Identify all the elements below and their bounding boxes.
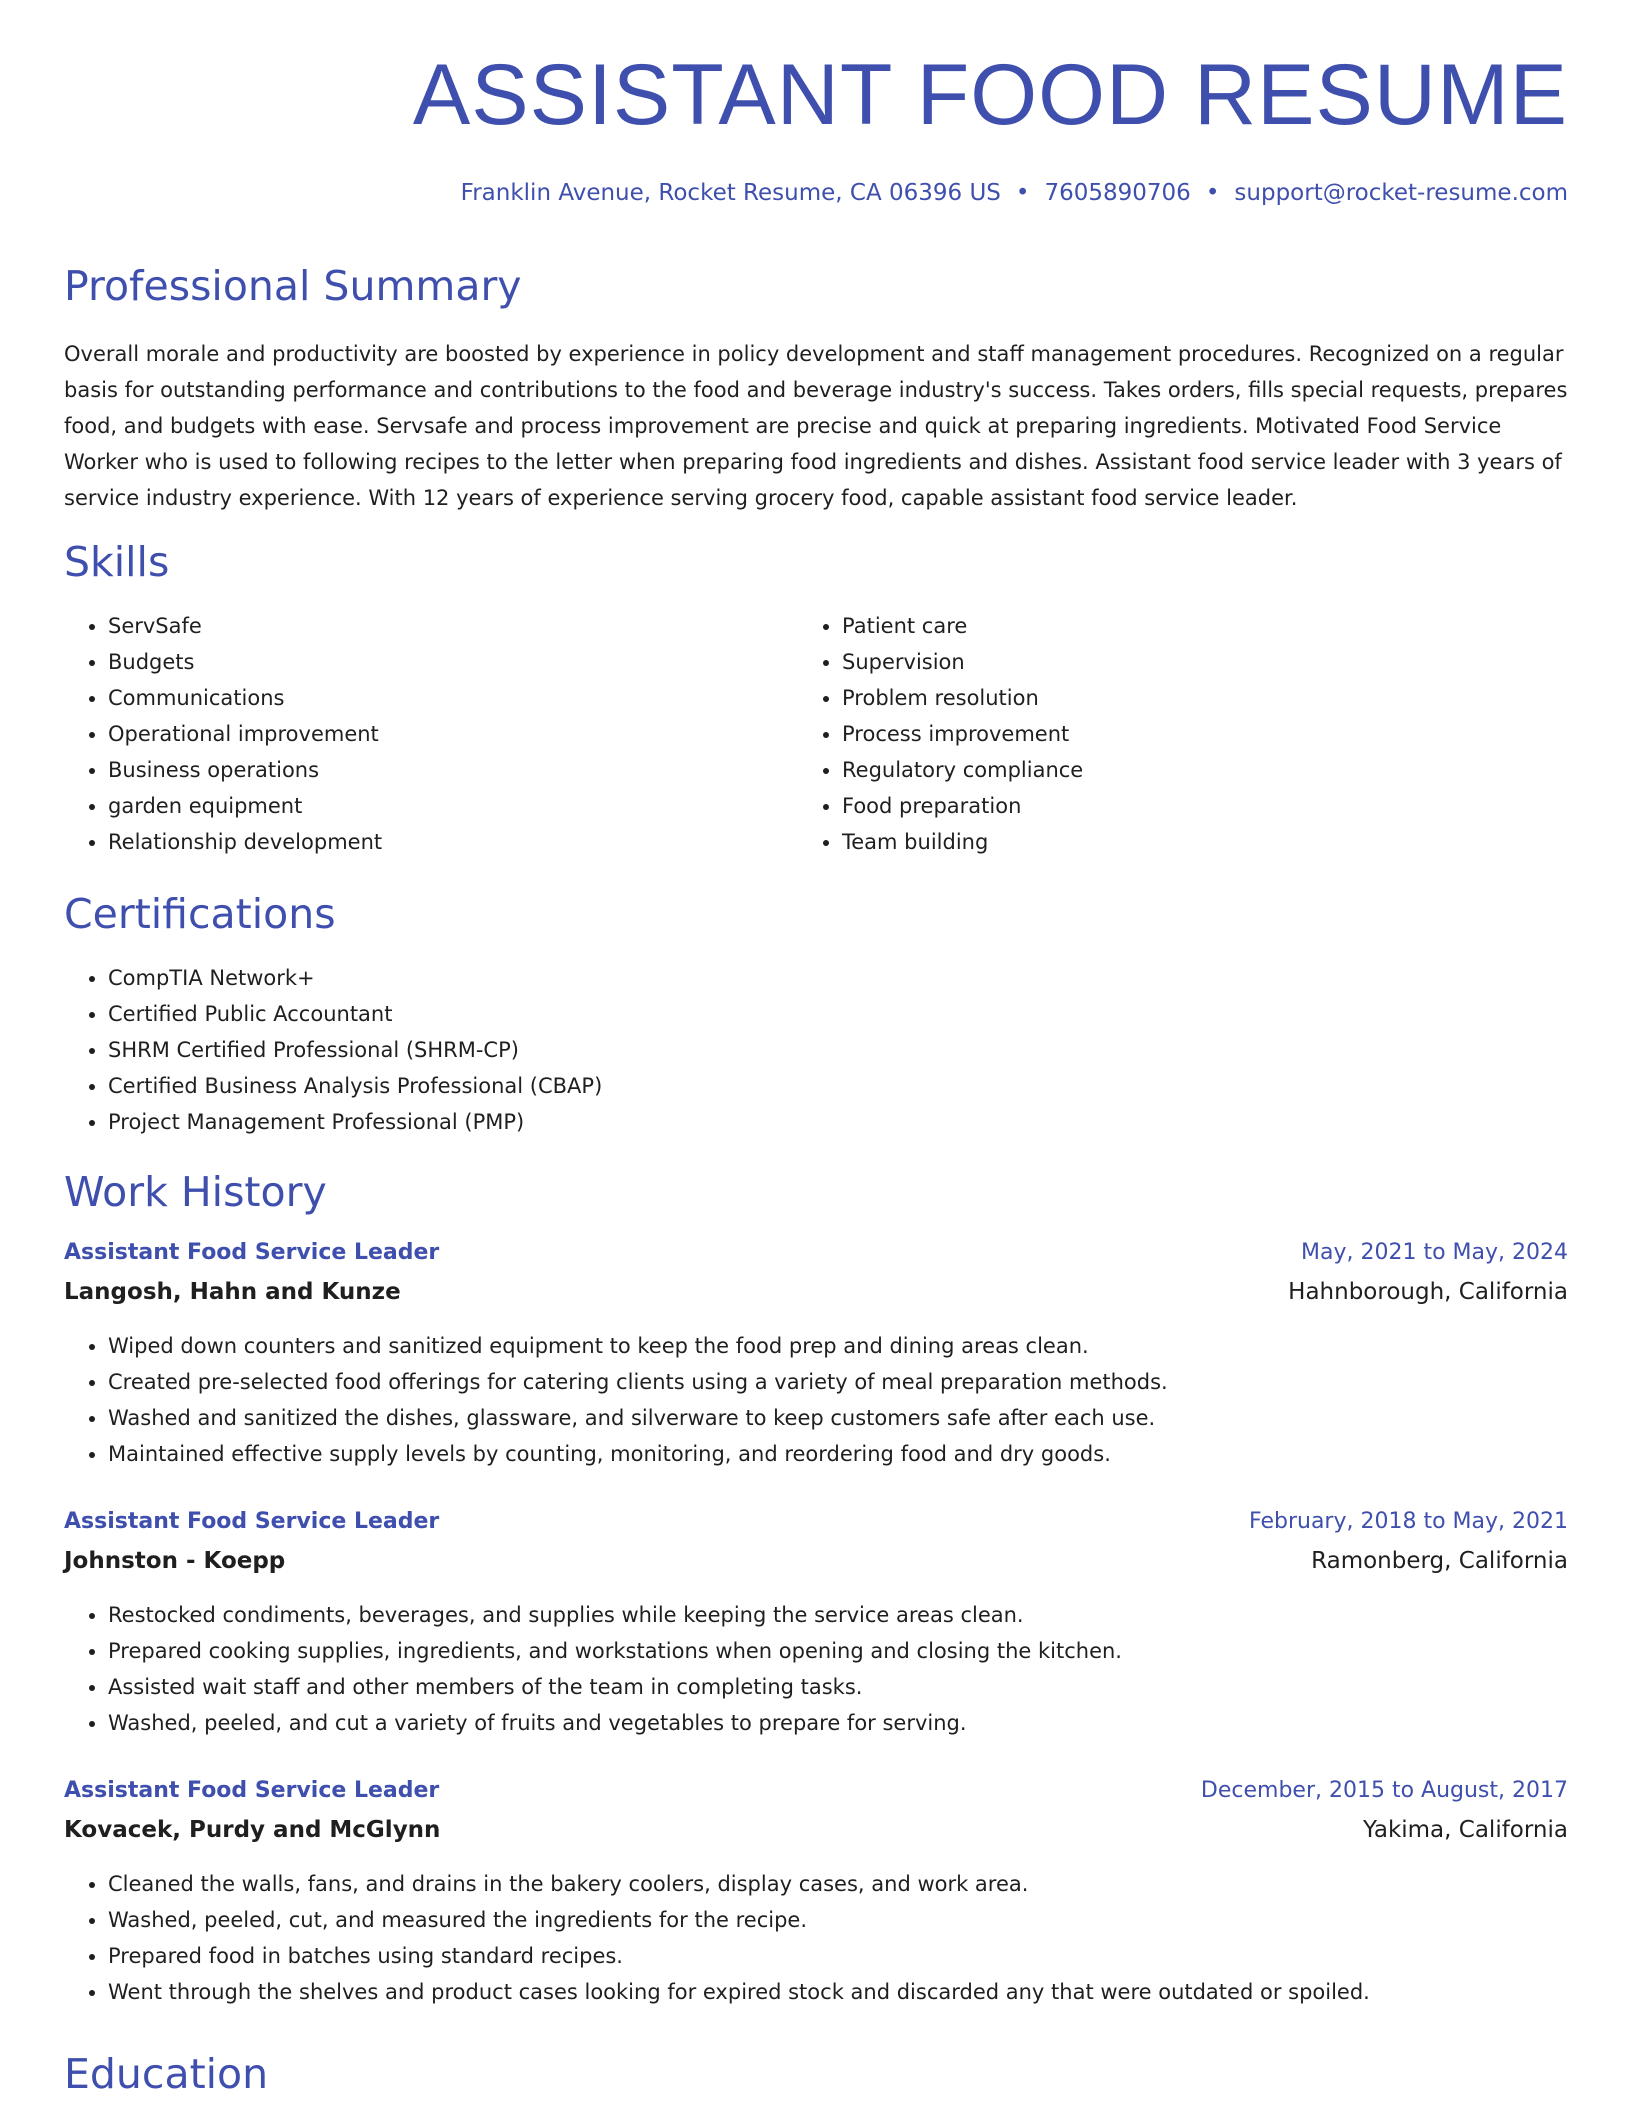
job-bullet: • Washed, peeled, cut, and measured the ingredients for the recipe. bbox=[108, 1902, 1370, 1938]
job-bullet: • Assisted wait staff and other members of the team in completing tasks. bbox=[108, 1669, 1122, 1705]
certification-item: • SHRM Certified Professional (SHRM-CP) bbox=[108, 1032, 602, 1068]
contact-phone: 7605890706 bbox=[1044, 180, 1191, 206]
job-bullet: • Cleaned the walls, fans, and drains in the bakery coolers, display cases, and work area. bbox=[108, 1866, 1370, 1902]
skill-item: • Food preparation bbox=[842, 788, 1083, 824]
job-bullet: • Wiped down counters and sanitized equipment to keep the food prep and dining areas clean. bbox=[108, 1328, 1168, 1364]
job-bullets bbox=[64, 1866, 1370, 2010]
resume-title: ASSISTANT FOOD RESUME bbox=[412, 47, 1568, 143]
job-bullet: • Prepared food in batches using standard recipes. bbox=[108, 1938, 1370, 1974]
job-bullet: • Restocked condiments, beverages, and supplies while keeping the service areas clean. bbox=[108, 1597, 1122, 1633]
education-heading: Education bbox=[64, 2050, 269, 2098]
skill-item: • Budgets bbox=[108, 644, 382, 680]
skill-item: • Process improvement bbox=[842, 716, 1083, 752]
job-bullet: • Maintained effective supply levels by counting, monitoring, and reordering food and dry goods. bbox=[108, 1436, 1168, 1472]
summary-text: Overall morale and productivity are boosted by experience in policy development and staff management procedures. Recognized on a regular basis for outstanding performance and contributions to the food and beverage industry's success. Takes orders, fills special requests, prepares food, and budgets with ease. Servsafe and process improvement are precise and quick at preparing ingredients. Motivated Food Service Worker who is used to following recipes to the letter when preparing food ingredients and dishes. Assistant food service leader with 3 years of service industry experience. With 12 years of experience serving grocery food, capable assistant food service leader. bbox=[64, 342, 1568, 510]
job-bullet: • Went through the shelves and product cases looking for expired stock and discarded any that were outdated or spoiled. bbox=[108, 1974, 1370, 2010]
skills-heading: Skills bbox=[64, 538, 170, 586]
certifications-heading: Certifications bbox=[64, 890, 336, 938]
certification-item: • Project Management Professional (PMP) bbox=[108, 1104, 602, 1140]
skill-item: • Patient care bbox=[842, 608, 1083, 644]
contact-line bbox=[461, 180, 1568, 206]
contact-address: Franklin Avenue, Rocket Resume, CA 06396 US bbox=[460, 180, 1001, 206]
job-title: Assistant Food Service Leader bbox=[64, 1509, 440, 1534]
contact-email: support@rocket-resume.com bbox=[1234, 180, 1568, 206]
job-title: Assistant Food Service Leader bbox=[64, 1240, 440, 1265]
skill-item: • Problem resolution bbox=[842, 680, 1083, 716]
skill-item: • Communications bbox=[108, 680, 382, 716]
skills-list-left bbox=[64, 608, 382, 860]
skills-list-right bbox=[798, 608, 1083, 860]
certification-item: • Certified Public Accountant bbox=[108, 996, 602, 1032]
skill-item: • Business operations bbox=[108, 752, 382, 788]
job-bullets bbox=[64, 1597, 1122, 1741]
skill-item: • Supervision bbox=[842, 644, 1083, 680]
job-bullet: • Washed, peeled, and cut a variety of fruits and vegetables to prepare for serving. bbox=[108, 1705, 1122, 1741]
skill-item: • Relationship development bbox=[108, 824, 382, 860]
job-company: Johnston - Koepp bbox=[64, 1548, 286, 1574]
skill-item: • garden equipment bbox=[108, 788, 382, 824]
job-dates: December, 2015 to August, 2017 bbox=[1200, 1778, 1568, 1803]
job-dates: February, 2018 to May, 2021 bbox=[1249, 1509, 1568, 1534]
work-history-heading: Work History bbox=[64, 1168, 327, 1216]
skill-item: • Operational improvement bbox=[108, 716, 382, 752]
certifications-list bbox=[64, 960, 602, 1140]
job-bullet: • Prepared cooking supplies, ingredients, and workstations when opening and closing the kitchen. bbox=[108, 1633, 1122, 1669]
skill-item: • Regulatory compliance bbox=[842, 752, 1083, 788]
job-location: Ramonberg, California bbox=[1311, 1548, 1568, 1574]
job-dates: May, 2021 to May, 2024 bbox=[1301, 1240, 1568, 1265]
job-location: Hahnborough, California bbox=[1288, 1279, 1568, 1305]
job-bullet: • Washed and sanitized the dishes, glassware, and silverware to keep customers safe after each use. bbox=[108, 1400, 1168, 1436]
certification-item: • Certified Business Analysis Professional (CBAP) bbox=[108, 1068, 602, 1104]
certification-item: • CompTIA Network+ bbox=[108, 960, 602, 996]
job-bullets bbox=[64, 1328, 1168, 1472]
skill-item: • ServSafe bbox=[108, 608, 382, 644]
contact-separator: • bbox=[1015, 180, 1030, 206]
job-company: Kovacek, Purdy and McGlynn bbox=[64, 1817, 441, 1843]
job-bullet: • Created pre-selected food offerings for catering clients using a variety of meal preparation methods. bbox=[108, 1364, 1168, 1400]
job-title: Assistant Food Service Leader bbox=[64, 1778, 440, 1803]
contact-separator: • bbox=[1205, 180, 1220, 206]
summary-heading: Professional Summary bbox=[64, 262, 522, 310]
job-company: Langosh, Hahn and Kunze bbox=[64, 1279, 401, 1305]
skill-item: • Team building bbox=[842, 824, 1083, 860]
job-location: Yakima, California bbox=[1362, 1817, 1568, 1843]
